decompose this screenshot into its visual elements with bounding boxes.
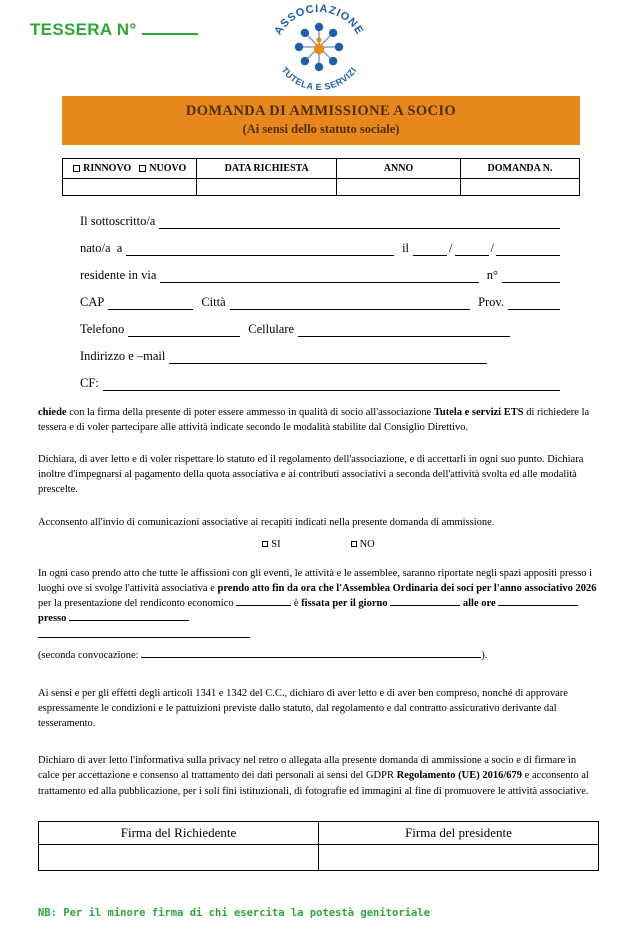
rinnovo-nuovo-input-cell[interactable]	[63, 179, 197, 196]
field-row-cap-citta	[80, 295, 560, 310]
paragraph-privacy	[38, 753, 599, 799]
tessera-number	[30, 20, 198, 40]
anno-input-cell[interactable]	[336, 179, 460, 196]
data-richiesta-input-cell[interactable]	[197, 179, 337, 196]
cf-label: CF:	[80, 376, 99, 391]
tessera-number-line[interactable]	[142, 21, 198, 35]
page-header	[0, 0, 637, 92]
paragraph-seconda-convocazione	[38, 648, 599, 663]
anno-header: ANNO	[336, 159, 460, 179]
rendiconto-anno-line[interactable]	[236, 597, 291, 606]
no-checkbox[interactable]	[351, 541, 357, 547]
no-label: NO	[359, 538, 375, 550]
rinnovo-nuovo-header-cell	[63, 159, 197, 179]
presso-continuation-line[interactable]	[38, 629, 250, 638]
nuovo-label: NUOVO	[149, 163, 187, 175]
field-row-email	[80, 349, 560, 364]
sottoscritto-label: Il sottoscritto/a	[80, 214, 156, 229]
ora-assemblea-line[interactable]	[498, 597, 578, 606]
associazione-nome-bold: Tutela e servizi ETS	[433, 407, 524, 419]
field-row-telefono	[80, 322, 560, 337]
giorno-assemblea-line[interactable]	[390, 597, 460, 606]
signature-input-row	[39, 844, 599, 870]
assemblea-bold-4: presso	[38, 613, 67, 625]
numero-civico-label: n°	[486, 268, 498, 283]
citta-label: Città	[201, 295, 226, 310]
request-info-table	[62, 158, 580, 196]
data-nascita-anno-line[interactable]	[496, 243, 560, 256]
assemblea-bold-3: alle ore	[462, 597, 496, 609]
form-title: DOMANDA DI AMMISSIONE A SOCIO	[185, 103, 457, 119]
paragraph-chiede	[38, 405, 599, 435]
cellulare-label: Cellulare	[248, 322, 295, 337]
il-label: il	[402, 241, 410, 256]
assemblea-text-2: per la presentazione del rendiconto economico	[38, 597, 237, 609]
firma-presidente-header: Firma del presidente	[319, 821, 599, 844]
association-logo	[257, 2, 381, 97]
cellulare-line[interactable]	[298, 324, 510, 337]
logo-center-icon	[313, 37, 323, 54]
luogo-nascita-line[interactable]	[126, 243, 394, 256]
si-label: SI	[271, 538, 281, 550]
data-richiesta-header: DATA RICHIESTA	[197, 159, 337, 179]
seconda-convocazione-label: (seconda convocazione:	[38, 650, 142, 662]
chiede-text-1: con la firma della presente di poter essere ammesso in qualità di socio all'associazione	[66, 407, 434, 419]
field-row-nato	[80, 241, 560, 256]
residente-label: residente in via	[80, 268, 157, 283]
citta-line[interactable]	[230, 297, 470, 310]
seconda-convocazione-line[interactable]	[141, 649, 481, 658]
form-title-banner	[62, 96, 580, 145]
nato-label: nato/a a	[80, 241, 123, 256]
assemblea-text-1: In ogni caso prendo atto che tutte le affissioni con gli eventi, le attività e le assemblee, saranno riportate negli spazi appositi presso i luoghi ove si svolge l'attività associativa e	[38, 567, 593, 594]
data-nascita-mese-line[interactable]	[455, 243, 489, 256]
tessera-label: TESSERA N°	[30, 20, 137, 39]
firma-presidente-cell[interactable]	[319, 844, 599, 870]
consent-options	[0, 539, 637, 550]
chiede-text-2: di richiedere la tessera e di voler partecipare alle attività indicate secondo le modalità stabilite dal Consiglio Direttivo.	[38, 407, 590, 434]
email-line[interactable]	[169, 351, 487, 364]
signature-header-row	[39, 821, 599, 844]
privacy-text-1: Dichiaro di aver letto l'informativa sulla privacy nel retro o allegata alla presente domanda di ammissione a socio e di firmare in calce per accettazione e consenso al trattamento dei dati personali ai sensi del GDPR	[38, 755, 577, 782]
numero-civico-line[interactable]	[502, 270, 560, 283]
paragraph-acconsento: Acconsento all'invio di comunicazioni associative ai recapiti indicati nella presente domanda di ammissione.	[38, 517, 495, 529]
telefono-label: Telefono	[80, 322, 125, 337]
telefono-line[interactable]	[128, 324, 240, 337]
gdpr-bold: Regolamento (UE) 2016/679	[396, 770, 523, 782]
logo-top-text: ASSOCIAZIONE	[271, 2, 366, 38]
date-separator: /	[490, 241, 494, 256]
si-checkbox[interactable]	[262, 541, 268, 547]
chiede-bold: chiede	[38, 407, 67, 419]
request-table-header-row	[63, 159, 580, 179]
field-row-sottoscritto	[80, 214, 560, 229]
privacy-text-2: e acconsento al trattamento ed alla pubblicazione, per i soli fini istituzionali, di fotografie ed immagini al fine di promuovere le attività associative.	[38, 770, 589, 797]
assemblea-bold-2: fissata per il giorno	[301, 597, 388, 609]
seconda-convocazione-close: ).	[481, 650, 488, 662]
domanda-n-header: DOMANDA N.	[461, 159, 580, 179]
form-subtitle: (Ai sensi dello statuto sociale)	[242, 122, 400, 136]
via-line[interactable]	[160, 270, 478, 283]
domanda-n-input-cell[interactable]	[461, 179, 580, 196]
consent-no-option	[351, 539, 375, 550]
minor-note: NB: Per il minore firma di chi esercita la potestà genitoriale	[38, 906, 430, 919]
prov-label: Prov.	[478, 295, 504, 310]
paragraph-assemblea	[38, 566, 599, 627]
field-row-residente	[80, 268, 560, 283]
assemblea-text-3: è	[291, 597, 302, 609]
sottoscritto-line[interactable]	[159, 216, 560, 229]
field-row-cf	[80, 376, 560, 391]
prov-line[interactable]	[508, 297, 560, 310]
personal-data-fields	[80, 214, 560, 391]
assemblea-bold-1: prendo atto fin da ora che l'Assemblea Ordinaria dei soci per l'anno associativo 2026	[217, 582, 597, 594]
rinnovo-label: RINNOVO	[83, 163, 132, 175]
signature-table	[38, 821, 599, 871]
request-table-input-row	[63, 179, 580, 196]
paragraph-dichiara: Dichiara, di aver letto e di voler rispettare lo statuto ed il regolamento dell'associazione, e di accettarli in ogni suo punto. Dichiara inoltre d'impegnarsi al pagamento della quota associativa e ai contributi associativi a seconda dell'attività svolta ed alle modalità prescelte.	[38, 453, 584, 496]
rinnovo-checkbox[interactable]	[73, 165, 80, 172]
firma-richiedente-header: Firma del Richiedente	[39, 821, 319, 844]
paragraph-articoli: Ai sensi e per gli effetti degli articoli 1341 e 1342 del C.C., dichiaro di aver letto e di aver ben compreso, nonché di approvare espressamente le condizioni e le pattuizioni previste dallo statuto, dal regolamento e dal contratto assicurativo derivante dal tesseramento.	[38, 687, 568, 730]
cap-label: CAP	[80, 295, 105, 310]
logo-bottom-text: TUTELA E SERVIZI	[278, 65, 359, 92]
email-label: Indirizzo e –mail	[80, 349, 166, 364]
firma-richiedente-cell[interactable]	[39, 844, 319, 870]
consent-si-option	[262, 539, 280, 550]
association-logo-image	[257, 2, 381, 92]
data-nascita-giorno-line[interactable]	[413, 243, 447, 256]
presso-line[interactable]	[69, 612, 189, 621]
cap-line[interactable]	[108, 297, 193, 310]
nuovo-checkbox[interactable]	[139, 165, 146, 172]
cf-line[interactable]	[103, 378, 560, 391]
date-separator: /	[449, 241, 453, 256]
